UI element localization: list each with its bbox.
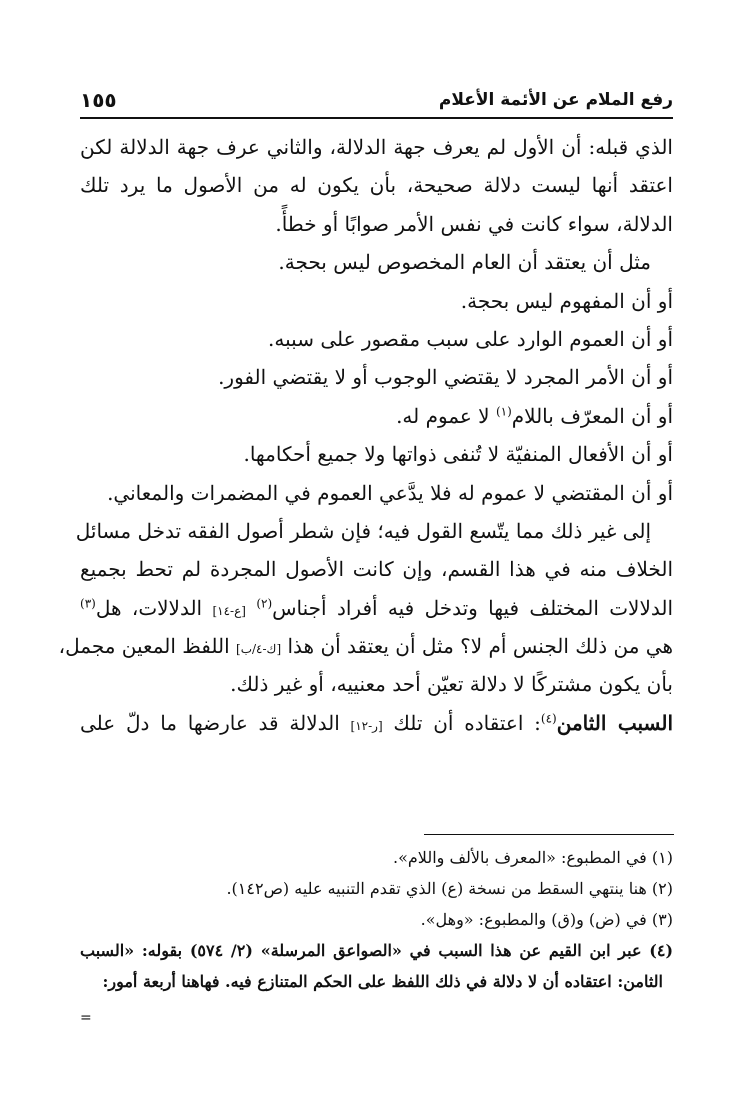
footnote-marker: (٤): [540, 711, 557, 726]
manuscript-ref: [ع-١٤]: [212, 603, 246, 618]
text-line: [80, 589, 673, 627]
footnotes: [80, 842, 673, 997]
page-header: [80, 88, 673, 116]
text-line: [80, 704, 673, 742]
text-line: أو أن الأفعال المنفيّة لا تُنفى ذواتها ولا جميع أحكامها.: [243, 442, 673, 467]
continuation-mark: =: [80, 1010, 92, 1026]
text-run: الدلالات، هل: [95, 595, 213, 620]
text-run: لا عموم له.: [396, 403, 496, 428]
text-line: الدلالة، سواء كانت في نفس الأمر صوابًا أو خطأً.: [275, 211, 673, 236]
main-text: [58, 128, 674, 742]
text-run: الدلالات المختلف فيها وتدخل فيه أفراد أجناس: [272, 595, 674, 620]
text-line: أو أن المفهوم ليس بحجة.: [460, 288, 673, 313]
page-number: ١٥٥: [80, 88, 117, 112]
footnote-4: (٤) عبر ابن القيم عن هذا السبب في «الصواعق المرسلة» (٢/ ٥٧٤) بقوله: «السبب: [80, 941, 674, 960]
text-run: هي من ذلك الجنس أم لا؟ مثل أن يعتقد أن هذا: [287, 634, 673, 659]
text-line: الذي قبله: أن الأول لم يعرف جهة الدلالة، والثاني عرف جهة الدلالة لكن: [80, 135, 673, 159]
text-line: بأن يكون مشتركًا لا دلالة تعيّن أحد معنييه، أو غير ذلك.: [230, 672, 673, 697]
text-line: الخلاف منه في هذا القسم، وإن كانت الأصول المجردة لم تحط بجميع: [80, 557, 673, 582]
footnote-marker: (٢): [256, 596, 273, 611]
manuscript-ref: [ر-١٢]: [350, 718, 383, 733]
running-title: رفع الملام عن الأئمة الأعلام: [438, 90, 673, 110]
footnote-marker: (٣): [80, 596, 96, 611]
text-run: الدلالة قد عارضها ما دلّ على: [80, 710, 351, 735]
footnote-2: (٢) هنا ينتهي السقط من نسخة (ع) الذي تقدم التنبيه عليه (ص١٤٢).: [226, 879, 673, 898]
text-line: أو أن العموم الوارد على سبب مقصور على سببه.: [268, 326, 673, 351]
footnote-3: (٣) في (ض) و(ق) والمطبوع: «وهل».: [420, 910, 673, 929]
text-line: [58, 627, 673, 665]
footnote-separator: [424, 834, 674, 835]
text-run: أو أن المعرّف باللام: [511, 403, 673, 428]
text-line: إلى غير ذلك مما يتّسع القول فيه؛ فإن شطر أصول الفقه تدخل مسائل: [75, 518, 651, 543]
footnote-4-continued: الثامن: اعتقاده أن لا دلالة في ذلك اللفظ على الحكم المتنازع فيه. فهاهنا أربعة أمور:: [102, 972, 663, 991]
text-line: أو أن الأمر المجرد لا يقتضي الوجوب أو لا يقتضي الفور.: [218, 365, 673, 390]
manuscript-ref: [ك-٤/ب]: [236, 642, 282, 657]
text-line: [80, 397, 673, 435]
section-heading: السبب الثامن: [556, 710, 673, 735]
footnote-1: (١) في المطبوع: «المعرف بالألف واللام».: [393, 848, 673, 867]
header-rule: [80, 117, 673, 119]
text-run: : اعتقاده أن تلك: [393, 710, 541, 735]
text-line: أو أن المقتضي لا عموم له فلا يدَّعي العموم في المضمرات والمعاني.: [107, 480, 673, 505]
text-run: اللفظ المعين مجمل،: [58, 634, 237, 659]
text-line: اعتقد أنها ليست دلالة صحيحة، بأن يكون له من الأصول ما يرد تلك: [80, 173, 673, 198]
footnote-marker: (١): [495, 404, 512, 419]
text-line: مثل أن يعتقد أن العام المخصوص ليس بحجة.: [278, 250, 651, 275]
